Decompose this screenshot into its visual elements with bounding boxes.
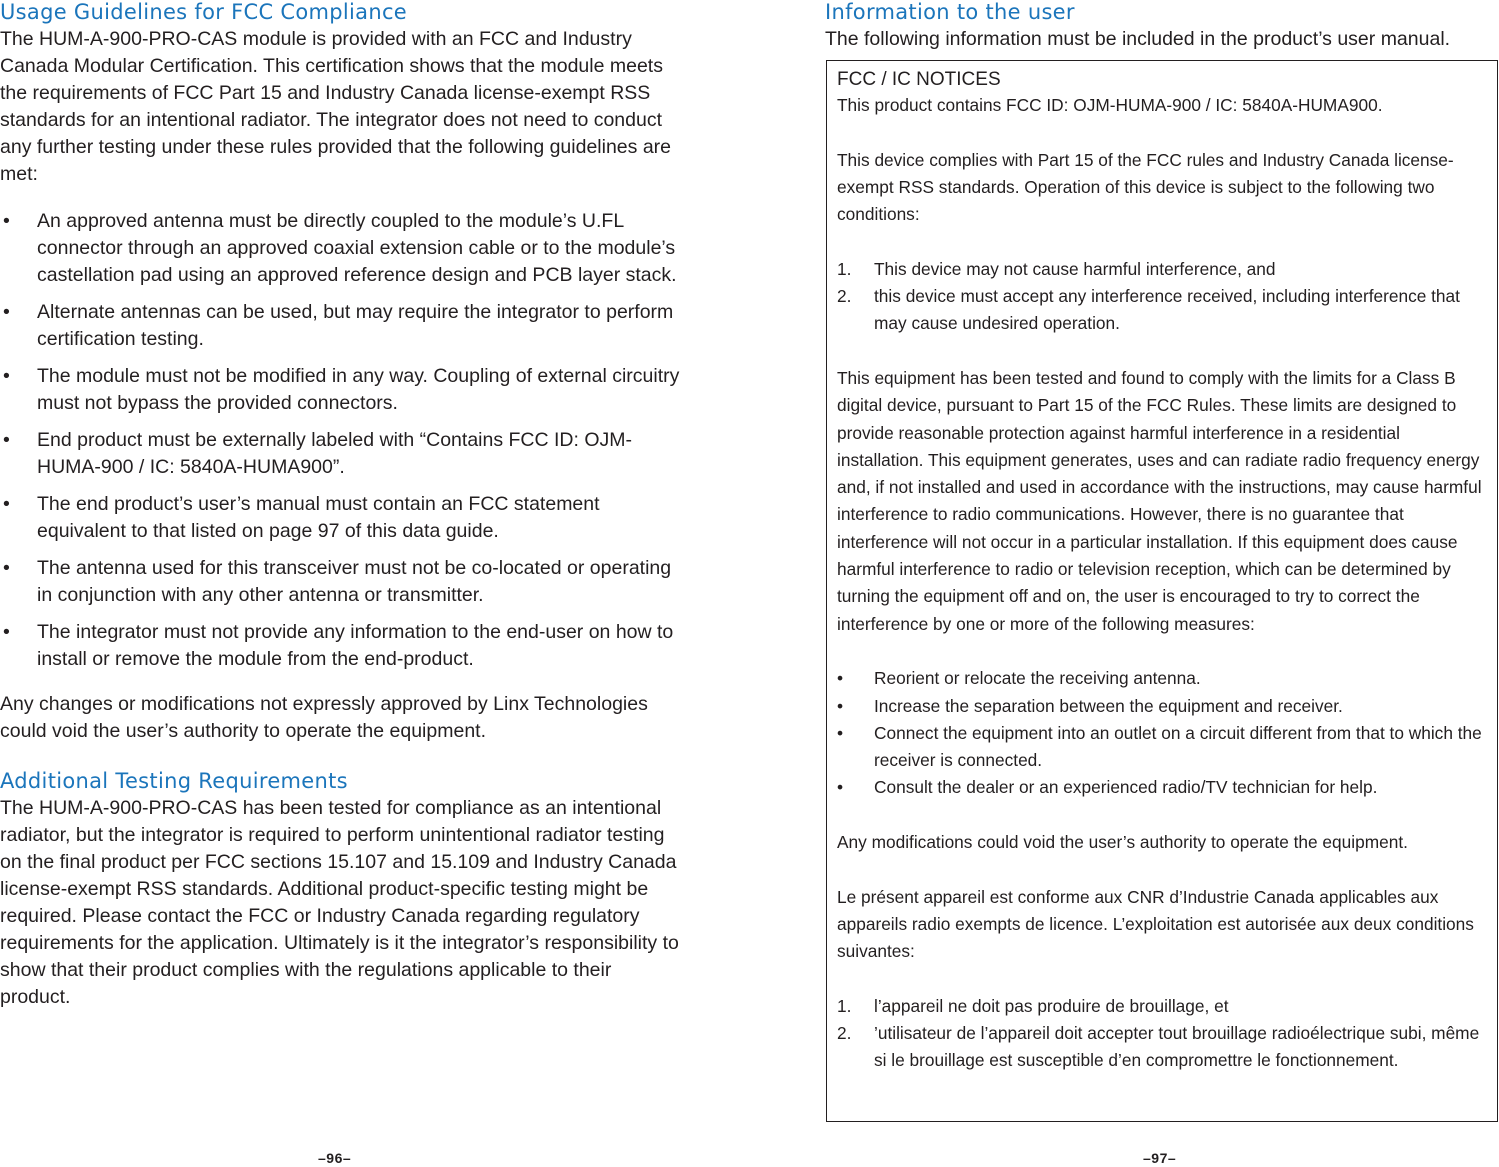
complies-statement: This device complies with Part 15 of the FCC rules and Industry Canada license-exempt RSS standards. Operation of this device is subject to the following two conditions: [837, 149, 1454, 225]
conditions-list [837, 256, 1487, 338]
french-condition-item: 1. l’appareil ne doit pas produire de brouillage, et [837, 995, 1229, 1016]
page-number-left: –96– [318, 1150, 352, 1166]
bullet-icon: • [3, 557, 10, 579]
french-condition-item: 2. ’utilisateur de l’appareil doit accepter tout brouillage radioélectrique subi, même si le brouillage est susceptible d’en compromettre le fonctionnement. [837, 1023, 1480, 1071]
bullet-icon: • [3, 493, 10, 515]
fcc-compliance-intro: The HUM-A-900-PRO-CAS module is provided with an FCC and Industry Canada Modular Certification. This certification shows that the module meets the requirements of FCC Part 15 and Industry Canada license-exempt RSS standards for an intentional radiator. The integrator does not need to conduct any further testing under these rules provided that the following guidelines are met: [0, 28, 671, 185]
bullet-icon: • [837, 695, 844, 716]
bullet-icon: • [3, 301, 10, 323]
notices-title: FCC / IC NOTICES [837, 69, 1001, 90]
measure-item: • Increase the separation between the equipment and receiver. [837, 693, 1487, 720]
measure-item: • Connect the equipment into an outlet on a circuit different from that to which the receiver is connected. [837, 720, 1487, 775]
guideline-item: • The end product’s user’s manual must contain an FCC statement equivalent to that listed on page 97 of this data guide. [3, 493, 600, 542]
modifications-statement: Any modifications could void the user’s authority to operate the equipment. [837, 832, 1408, 853]
information-heading: Information to the user [825, 0, 1075, 24]
guideline-item: • The module must not be modified in any way. Coupling of external circuitry must not bypass the provided connectors. [3, 365, 680, 414]
condition-item: 2. this device must accept any interference received, including interference that may cause undesired operation. [837, 286, 1460, 334]
bullet-icon: • [837, 722, 844, 743]
changes-note: Any changes or modifications not expressly approved by Linx Technologies could void the user’s authority to operate the equipment. [0, 693, 648, 742]
information-intro: The following information must be included in the product’s user manual. [825, 28, 1451, 50]
guidelines-list [0, 208, 680, 673]
guideline-item: • The integrator must not provide any information to the end-user on how to install or remove the module from the end-product. [3, 621, 674, 670]
guideline-item: • The antenna used for this transceiver must not be co-located or operating in conjunction with any other antenna or transmitter. [3, 557, 672, 606]
measures-list [837, 665, 1487, 801]
bullet-icon: • [3, 365, 10, 387]
fcc-notices-box [826, 60, 1498, 1122]
measure-item: • Consult the dealer or an experienced radio/TV technician for help. [837, 774, 1487, 801]
bullet-icon: • [837, 777, 844, 798]
page-number-right: –97– [1143, 1150, 1177, 1166]
bullet-icon: • [3, 210, 10, 232]
condition-item: 1. This device may not cause harmful interference, and [837, 258, 1276, 279]
fcc-compliance-heading: Usage Guidelines for FCC Compliance [0, 0, 408, 24]
guideline-item: • Alternate antennas can be used, but may require the integrator to perform certification testing. [3, 301, 674, 350]
french-conditions-list [837, 993, 1487, 1075]
equipment-statement: This equipment has been tested and found to comply with the limits for a Class B digital device, pursuant to Part 15 of the FCC Rules. These limits are designed to provide reasonable protection against harmful interference in a residential installation. This equipment generates, uses and can radiate radio frequency energy and, if not installed and used in accordance with the instructions, may cause harmful interference to radio communications. However, there is no guarantee that interference will not occur in a particular installation. If this equipment does cause harmful interference to radio or television reception, which can be determined by turning the equipment off and on, the user is encouraged to try to correct the interference by one or more of the following measures: [837, 367, 1482, 634]
guideline-item: • End product must be externally labeled with “Contains FCC ID: OJM-HUMA-900 / IC: 5840A-HUMA900”. [3, 429, 632, 478]
left-column [0, 0, 680, 1011]
contains-statement: This product contains FCC ID: OJM-HUMA-900 / IC: 5840A-HUMA900. [837, 95, 1383, 115]
bullet-icon: • [837, 668, 844, 689]
measure-item: • Reorient or relocate the receiving antenna. [837, 665, 1487, 692]
additional-testing-heading: Additional Testing Requirements [0, 769, 348, 793]
bullet-icon: • [3, 429, 10, 451]
additional-testing-text: The HUM-A-900-PRO-CAS has been tested for compliance as an intentional radiator, but the integrator is required to perform unintentional radiator testing on the final product per FCC sections 15.107 and 15.109 and Industry Canada license-exempt RSS standards. Additional product-specific testing might be required. Please contact the FCC or Industry Canada regarding regulatory requirements for the application. Ultimately is it the integrator’s responsibility to show that their product complies with the regulations applicable to their product. [0, 797, 679, 1008]
french-statement: Le présent appareil est conforme aux CNR d’Industrie Canada applicables aux appareils radio exempts de licence. L’exploitation est autorisée aux deux conditions suivantes: [837, 886, 1474, 962]
guideline-item: • An approved antenna must be directly coupled to the module’s U.FL connector through an approved coaxial extension cable or to the module’s castellation pad using an approved reference design and PCB layer stack. [3, 210, 677, 286]
right-column [825, 0, 1499, 53]
bullet-icon: • [3, 621, 10, 643]
